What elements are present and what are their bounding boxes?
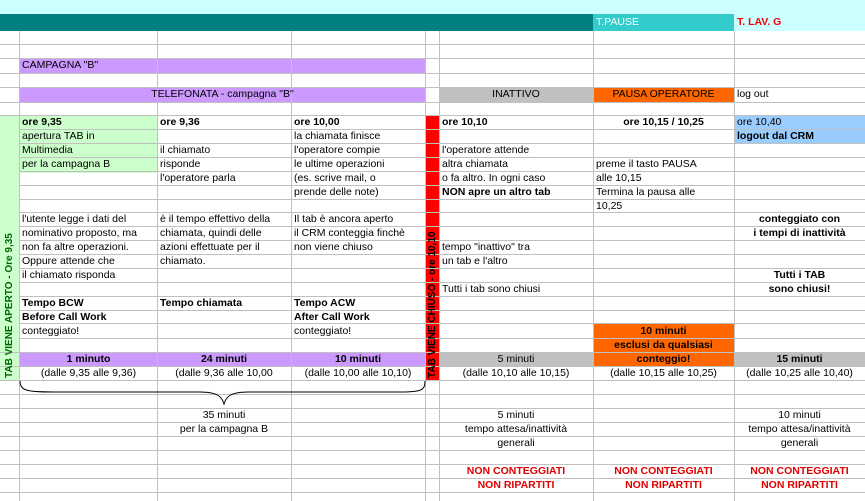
- col4-range: (dalle 10,10 alle 10,15): [462, 367, 570, 379]
- t-lav-label: T. LAV. G: [737, 16, 782, 28]
- col3-line: prende delle note): [294, 186, 379, 198]
- col2-duration: 24 minuti: [200, 353, 248, 365]
- col4-line: o fa altro. In ogni caso: [442, 172, 546, 184]
- col6-time: ore 10,40: [737, 116, 782, 128]
- inattivo-label: INATTIVO: [492, 88, 540, 100]
- col1-desc: nominativo proposto, ma: [22, 227, 137, 239]
- col4-duration: 5 minuti: [497, 353, 535, 365]
- col6-line: logout dal CRM: [737, 130, 814, 142]
- col3-tempo: Tempo ACW: [294, 297, 356, 309]
- col2-desc: è il tempo effettivo della: [160, 213, 271, 225]
- col3-time: ore 10,00: [294, 116, 340, 128]
- pausa-non-ripartiti: NON RIPARTITI: [625, 479, 702, 491]
- col6-desc2: sono chiusi!: [768, 283, 831, 295]
- col1-line: apertura TAB in: [22, 130, 95, 142]
- col3-note: conteggiato!: [294, 325, 352, 337]
- col6-desc2: Tutti i TAB: [773, 269, 826, 281]
- col2-tempo: Tempo chiamata: [160, 297, 243, 309]
- campaign-total-desc: per la campagna B: [179, 423, 269, 435]
- col5-note: esclusi da qualsiasi: [614, 339, 713, 351]
- col2-line: l'operatore parla: [160, 172, 236, 184]
- col3-duration: 10 minuti: [334, 353, 382, 365]
- campaign-label: CAMPAGNA "B": [22, 59, 99, 71]
- col1-tempo: Tempo BCW: [22, 297, 84, 309]
- col2-desc: azioni effettuate per il: [160, 241, 260, 253]
- inattivo-total-desc: tempo attesa/inattività: [464, 423, 568, 435]
- col6-duration: 15 minuti: [776, 353, 823, 365]
- col3-line: la chiamata finisce: [294, 130, 381, 142]
- col3-line: (es. scrive mail, o: [294, 172, 376, 184]
- col2-line: risponde: [160, 158, 201, 170]
- col5-range: (dalle 10,15 alle 10,25): [610, 367, 717, 379]
- col3-line: le ultime operazioni: [294, 158, 385, 170]
- col1-tempo-sub: Before Call Work: [22, 311, 107, 323]
- inattivo-total: 5 minuti: [497, 409, 535, 421]
- col2-desc: chiamata, quindi delle: [160, 227, 262, 239]
- logout-non-conteggiati: NON CONTEGGIATI: [750, 465, 849, 477]
- col6-desc: conteggiato con: [758, 213, 841, 225]
- col2-range: (dalle 9,36 alle 10,00: [175, 367, 273, 379]
- pausa-operatore-label: PAUSA OPERATORE: [612, 88, 715, 100]
- inattivo-total-desc: generali: [497, 437, 535, 449]
- logout-total: 10 minuti: [778, 409, 821, 421]
- col2-line: il chiamato: [160, 144, 211, 156]
- col4-line: altra chiamata: [442, 158, 508, 170]
- telefonata-label: TELEFONATA - campagna "B": [151, 88, 294, 100]
- pausa-non-conteggiati: NON CONTEGGIATI: [614, 465, 713, 477]
- campaign-total: 35 minuti: [202, 409, 246, 421]
- col3-line: l'operatore compie: [294, 144, 381, 156]
- col2-desc: chiamato.: [160, 255, 206, 267]
- col1-time: ore 9,35: [22, 116, 62, 128]
- logout-total-desc: generali: [780, 437, 819, 449]
- chiuso-side-label: TAB VIENE CHIUSO - ore 10,10: [427, 231, 438, 378]
- col6-range: (dalle 10,25 alle 10,40): [746, 367, 853, 379]
- col3-desc: Il tab è ancora aperto: [294, 213, 394, 225]
- col4-line: l'operatore attende: [442, 144, 530, 156]
- t-pause-label: T.PAUSE: [596, 16, 639, 28]
- col4-bold-line: NON apre un altro tab: [442, 186, 551, 198]
- col1-desc: il chiamato risponda: [22, 269, 116, 281]
- col1-desc: non fa altre operazioni.: [22, 241, 129, 253]
- logout-non-ripartiti: NON RIPARTITI: [761, 479, 838, 491]
- inattivo-non-ripartiti: NON RIPARTITI: [477, 479, 555, 491]
- col1-line: Multimedia: [22, 144, 73, 156]
- aperto-side-label: TAB VIENE APERTO - Ore 9,35: [4, 233, 15, 378]
- col5-line: alle 10,15: [596, 172, 642, 184]
- logout-total-desc: tempo attesa/inattività: [748, 423, 851, 435]
- col5-note: 10 minuti: [640, 325, 687, 337]
- col4-desc: un tab e l'altro: [442, 255, 508, 267]
- col5-note: conteggio!: [636, 353, 691, 365]
- col4-time: ore 10,10: [442, 116, 488, 128]
- col6-desc: i tempi di inattività: [753, 227, 846, 239]
- col4-desc: tempo "inattivo" tra: [442, 241, 530, 253]
- col5-line: Termina la pausa alle: [596, 186, 696, 198]
- col3-tempo-sub: After Call Work: [294, 311, 370, 323]
- col2-time: ore 9,36: [160, 116, 200, 128]
- col3-range: (dalle 10,00 alle 10,10): [304, 367, 412, 379]
- inattivo-non-conteggiati: NON CONTEGGIATI: [466, 465, 566, 477]
- col1-line: per la campagna B: [22, 158, 111, 170]
- col5-time: ore 10,15 / 10,25: [623, 116, 704, 128]
- col1-desc: Oppure attende che: [22, 255, 115, 267]
- col5-line: 10,25: [596, 200, 623, 212]
- col1-note: conteggiato!: [22, 325, 80, 337]
- col5-line: preme il tasto PAUSA: [596, 158, 697, 170]
- col3-desc: non viene chiuso: [294, 241, 373, 253]
- col1-duration: 1 minuto: [66, 353, 111, 365]
- log-out-label: log out: [737, 88, 769, 100]
- col3-desc: il CRM conteggia finchè: [294, 227, 405, 239]
- col1-range: (dalle 9,35 alle 9,36): [40, 367, 137, 379]
- col4-desc2: Tutti i tab sono chiusi: [442, 283, 541, 295]
- col1-desc: l'utente legge i dati del: [22, 213, 127, 225]
